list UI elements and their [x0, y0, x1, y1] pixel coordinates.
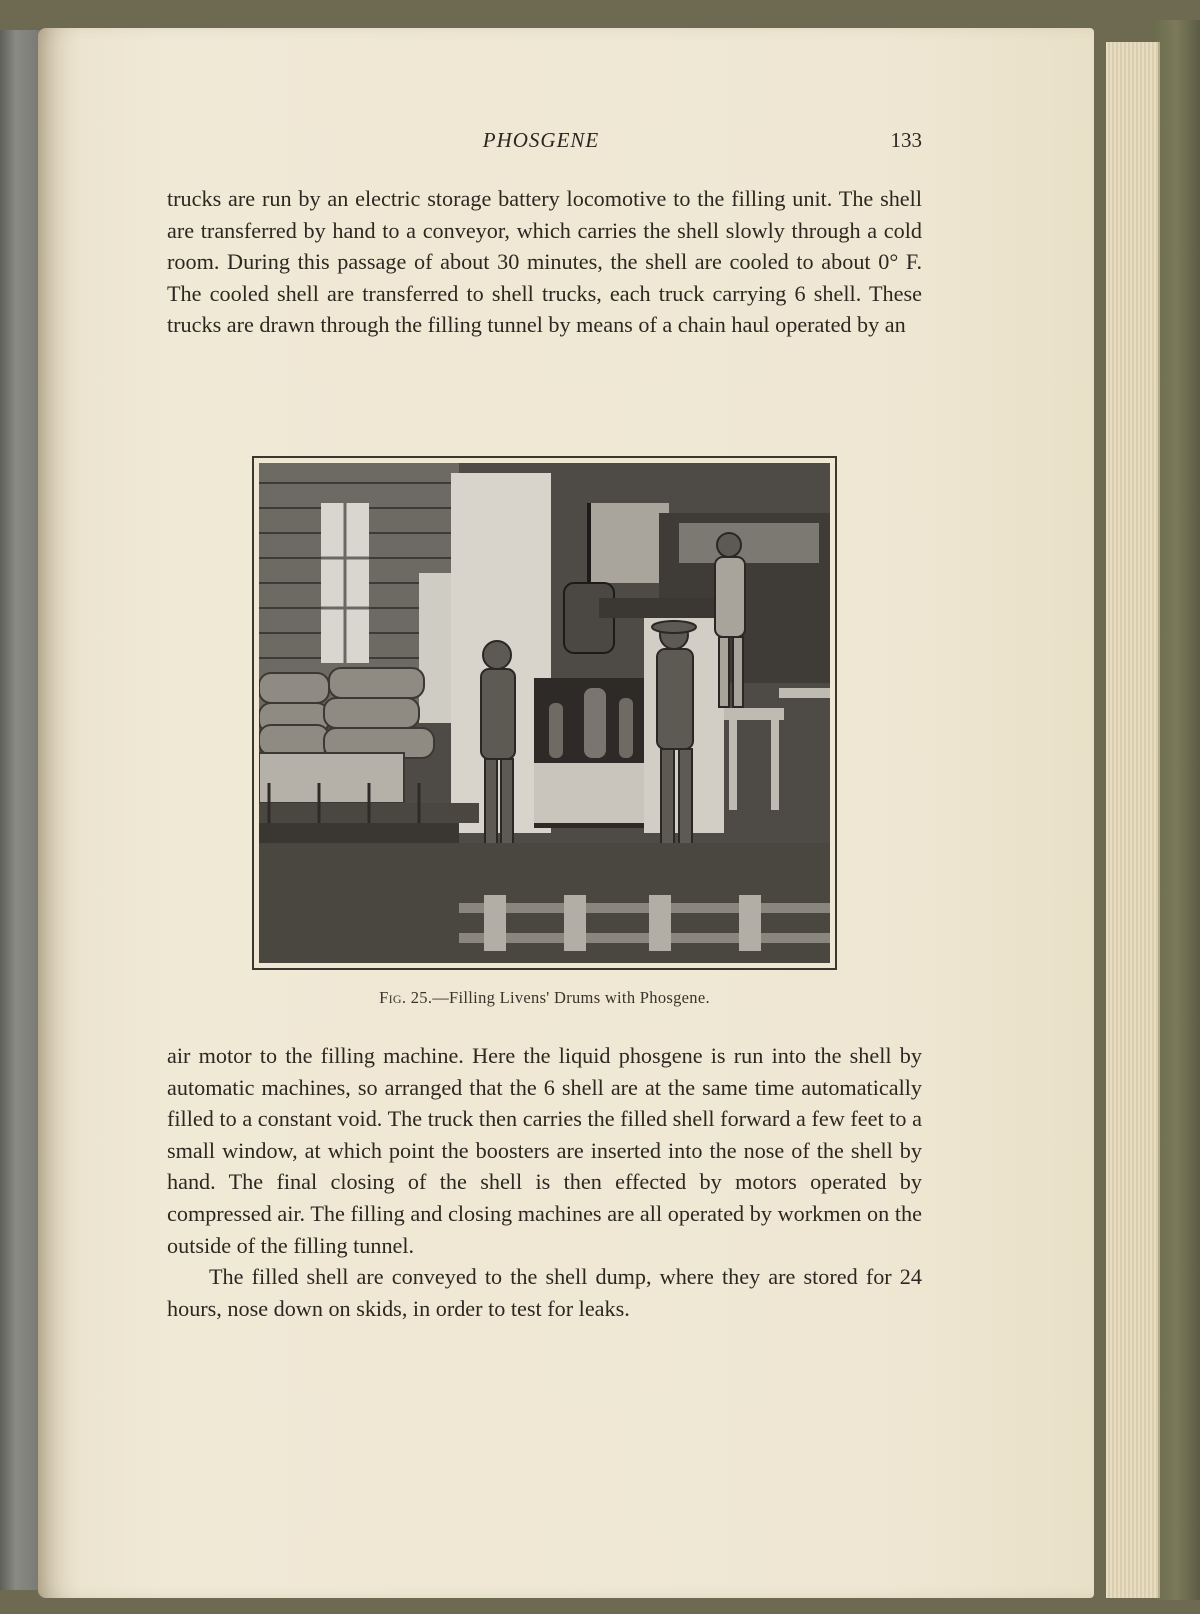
- paragraph-last: The filled shell are conveyed to the shell dump, where they are stored for 24 hours, nose down on skids, in order to test for leaks.: [167, 1264, 922, 1321]
- paragraph-continued: air motor to the filling machine. Here the liquid phosgene is run into the shell by automatic machines, so arranged that the 6 shell are at the same time automatically filled to a constant void. The truck then carries the filled shell forward a few feet to a small window, at which point the boosters are inserted into the nose of the shell by hand. The final closing of the shell is then effected by motors operated by compressed air. The filling and closing machines are all operated by workmen on the outside of the filling tunnel.: [167, 1043, 922, 1258]
- figure-frame: [252, 456, 837, 970]
- body-text-bottom: [167, 1040, 922, 1324]
- running-title: PHOSGENE: [482, 128, 600, 152]
- body-text-top: [167, 183, 922, 341]
- running-head: [160, 128, 922, 162]
- page-edges: [1106, 42, 1160, 1598]
- figure-label: Fig. 25.: [379, 988, 433, 1007]
- photo-illustration: [259, 463, 830, 963]
- figure-caption: [252, 988, 837, 1008]
- page-number: 133: [890, 128, 922, 152]
- paragraph-top: trucks are run by an electric storage battery locomotive to the filling unit. The shell are transferred by hand to a conveyor, which carries the shell slowly through a cold room. During this passage of about 30 minutes, the shell are cooled to about 0° F. The cooled shell are transferred to shell trucks, each truck carrying 6 shell. These trucks are drawn through the filling tunnel by means of a chain haul operated by an: [167, 186, 922, 338]
- figure-caption-text: —Filling Livens' Drums with Phosgene.: [432, 988, 710, 1007]
- figure-photo: [259, 463, 830, 963]
